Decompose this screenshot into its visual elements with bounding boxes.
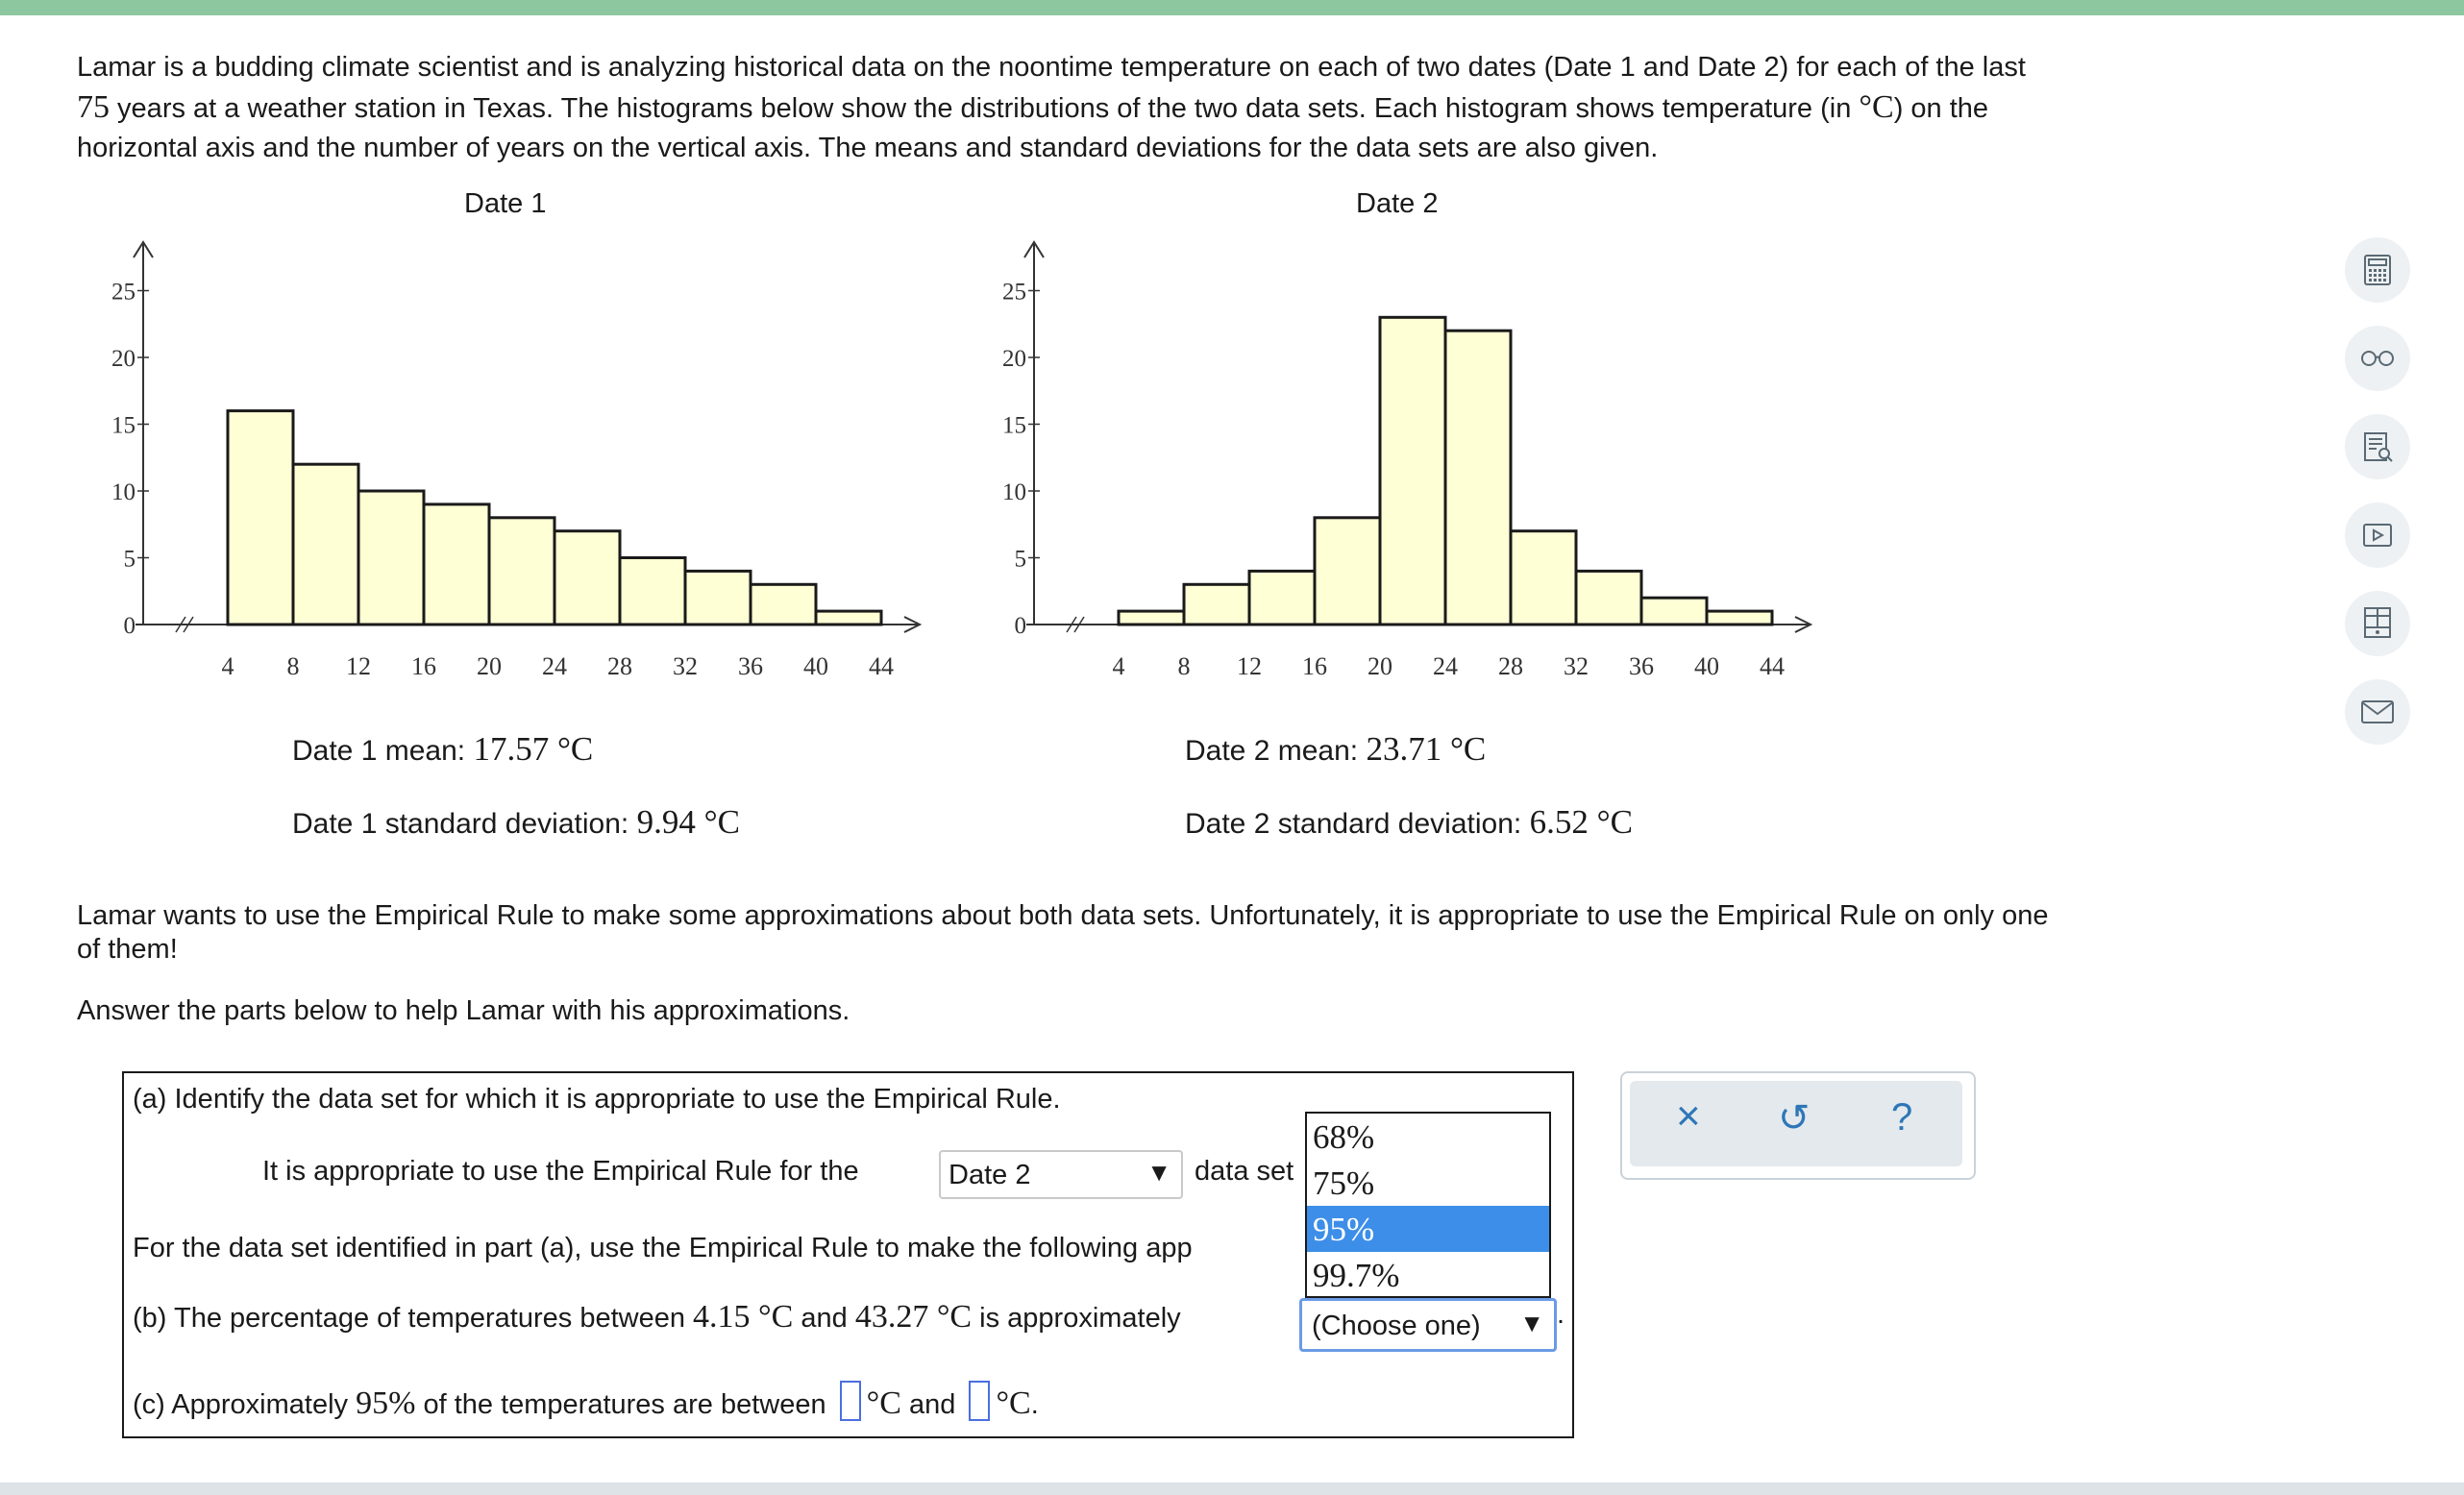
histogram-bar [1119, 611, 1184, 625]
upper-bound-input[interactable] [969, 1381, 990, 1421]
part-a-sentence-pre: It is appropriate to use the Empirical Rule for the [262, 1156, 859, 1187]
histogram-bar [1576, 571, 1641, 625]
part-c-question: (c) Approximately 95% of the temperatures are between °C and °C. [133, 1381, 1039, 1422]
y-tick-label: 5 [1014, 546, 1026, 573]
x-tick-label: 36 [738, 652, 763, 680]
approx-intro: For the data set identified in part (a), use the Empirical Rule to make the following app [133, 1233, 1193, 1263]
intro-line-1: Lamar is a budding climate scientist and is analyzing historical data on the noontime temperature on each of two dates (Date 1 and Date 2) for each of the last [77, 52, 2026, 83]
dataset-select[interactable] [939, 1150, 1183, 1199]
x-tick-label: 28 [607, 652, 632, 680]
x-tick-label: 24 [1433, 652, 1458, 680]
y-tick-label: 25 [111, 279, 136, 306]
histogram-bar [489, 518, 554, 625]
option-99-7[interactable]: 99.7% [1313, 1257, 1400, 1294]
y-tick-label: 20 [1002, 346, 1026, 372]
y-tick-label: 0 [1014, 613, 1026, 639]
intro-paragraph [77, 48, 2287, 168]
x-tick-label: 16 [1302, 652, 1327, 680]
histogram-bar [424, 504, 489, 625]
histogram-bar [358, 491, 424, 625]
x-tick-label: 20 [477, 652, 502, 680]
histogram-bar [816, 611, 881, 625]
video-play-icon[interactable] [2345, 502, 2410, 568]
date1-mean: Date 1 mean: 17.57 °C [292, 730, 594, 768]
intro-line-3: horizontal axis and the number of years on the vertical axis. The means and standard deviations for the data sets are also given. [77, 133, 1659, 163]
empirical-line-1: Lamar wants to use the Empirical Rule to make some approximations about both data sets. Unfortunately, it is appropriate to use the Empirical Rule on only one [77, 900, 2049, 931]
empirical-line-2: of them! [77, 934, 178, 965]
histogram-bar [620, 558, 685, 625]
y-tick-label: 10 [111, 479, 136, 505]
mail-icon[interactable] [2345, 679, 2410, 745]
help-icon[interactable]: ? [1891, 1096, 1913, 1139]
x-tick-label: 44 [869, 652, 894, 680]
x-tick-label: 28 [1498, 652, 1523, 680]
histogram-bar [554, 531, 620, 625]
y-tick-label: 0 [123, 613, 136, 639]
histogram-bar [685, 571, 751, 625]
histogram-date1 [86, 231, 951, 692]
x-tick-label: 24 [542, 652, 567, 680]
chart-title-date2: Date 2 [1356, 188, 1439, 219]
dataset-select-value: Date 2 [949, 1160, 1031, 1190]
histogram-bar [1315, 518, 1380, 625]
x-tick-label: 32 [673, 652, 698, 680]
histogram-bar [1380, 317, 1445, 625]
date2-sd: Date 2 standard deviation: 6.52 °C [1185, 803, 1633, 841]
empirical-paragraph [77, 899, 2287, 967]
top-accent-bar [0, 0, 2464, 15]
histogram-bar [228, 411, 293, 625]
answer-instruction: Answer the parts below to help Lamar with his approximations. [77, 995, 850, 1026]
histogram-bar [1511, 531, 1576, 625]
y-tick-label: 15 [111, 412, 136, 439]
option-95[interactable]: 95% [1307, 1206, 1549, 1252]
chart-title-date1: Date 1 [464, 188, 547, 219]
x-tick-label: 12 [346, 652, 371, 680]
x-tick-label: 32 [1564, 652, 1589, 680]
intro-line-2: 75 years at a weather station in Texas. The histograms below show the distributions of the two data sets. Each histogram shows temperature (in °C) on the [77, 89, 1989, 125]
y-tick-label: 15 [1002, 412, 1026, 439]
chevron-down-icon: ▼ [1519, 1309, 1544, 1337]
percentage-dropdown-list [1305, 1112, 1551, 1298]
undo-icon[interactable]: ↺ [1778, 1097, 1811, 1140]
part-a-label: (a) Identify the data set for which it is appropriate to use the Empirical Rule. [133, 1084, 1061, 1115]
histogram-bar [1249, 571, 1315, 625]
x-tick-label: 4 [221, 652, 234, 680]
histogram-bar [293, 464, 358, 625]
y-tick-label: 5 [123, 546, 136, 573]
part-b-period: . [1557, 1299, 1565, 1330]
action-panel [1620, 1071, 1976, 1180]
part-b-question: (b) The percentage of temperatures between 4.15 °C and 43.27 °C is approximately [133, 1299, 1181, 1335]
option-75[interactable]: 75% [1313, 1164, 1375, 1202]
action-panel-inner [1630, 1081, 1962, 1166]
x-tick-label: 40 [1694, 652, 1719, 680]
y-tick-label: 10 [1002, 479, 1026, 505]
close-icon[interactable]: × [1676, 1092, 1701, 1140]
y-tick-label: 25 [1002, 279, 1026, 306]
date1-sd: Date 1 standard deviation: 9.94 °C [292, 803, 740, 841]
x-tick-label: 12 [1237, 652, 1262, 680]
x-tick-label: 20 [1368, 652, 1392, 680]
chevron-down-icon: ▼ [1146, 1158, 1171, 1187]
option-68[interactable]: 68% [1313, 1118, 1375, 1156]
y-tick-label: 20 [111, 346, 136, 372]
histogram-bar [1184, 584, 1249, 625]
histogram-bar [1707, 611, 1772, 625]
data-table-icon[interactable] [2345, 591, 2410, 656]
x-tick-label: 8 [286, 652, 300, 680]
percentage-select[interactable] [1299, 1298, 1557, 1352]
histogram-bar [1641, 598, 1707, 625]
histogram-date2 [977, 231, 1842, 692]
x-tick-label: 4 [1112, 652, 1125, 680]
bottom-bar [0, 1483, 2464, 1495]
percentage-select-value: (Choose one) [1312, 1311, 1481, 1341]
date2-mean: Date 2 mean: 23.71 °C [1185, 730, 1487, 768]
x-tick-label: 36 [1629, 652, 1654, 680]
calculator-icon[interactable] [2345, 237, 2410, 303]
x-tick-label: 8 [1177, 652, 1191, 680]
x-tick-label: 16 [411, 652, 436, 680]
histogram-bar [1445, 331, 1511, 625]
lower-bound-input[interactable] [840, 1381, 861, 1421]
histogram-bar [751, 584, 816, 625]
part-a-sentence-post: data set [1195, 1156, 1294, 1187]
glasses-icon[interactable] [2345, 326, 2410, 391]
x-tick-label: 40 [803, 652, 828, 680]
textbook-search-icon[interactable] [2345, 414, 2410, 479]
x-tick-label: 44 [1760, 652, 1785, 680]
